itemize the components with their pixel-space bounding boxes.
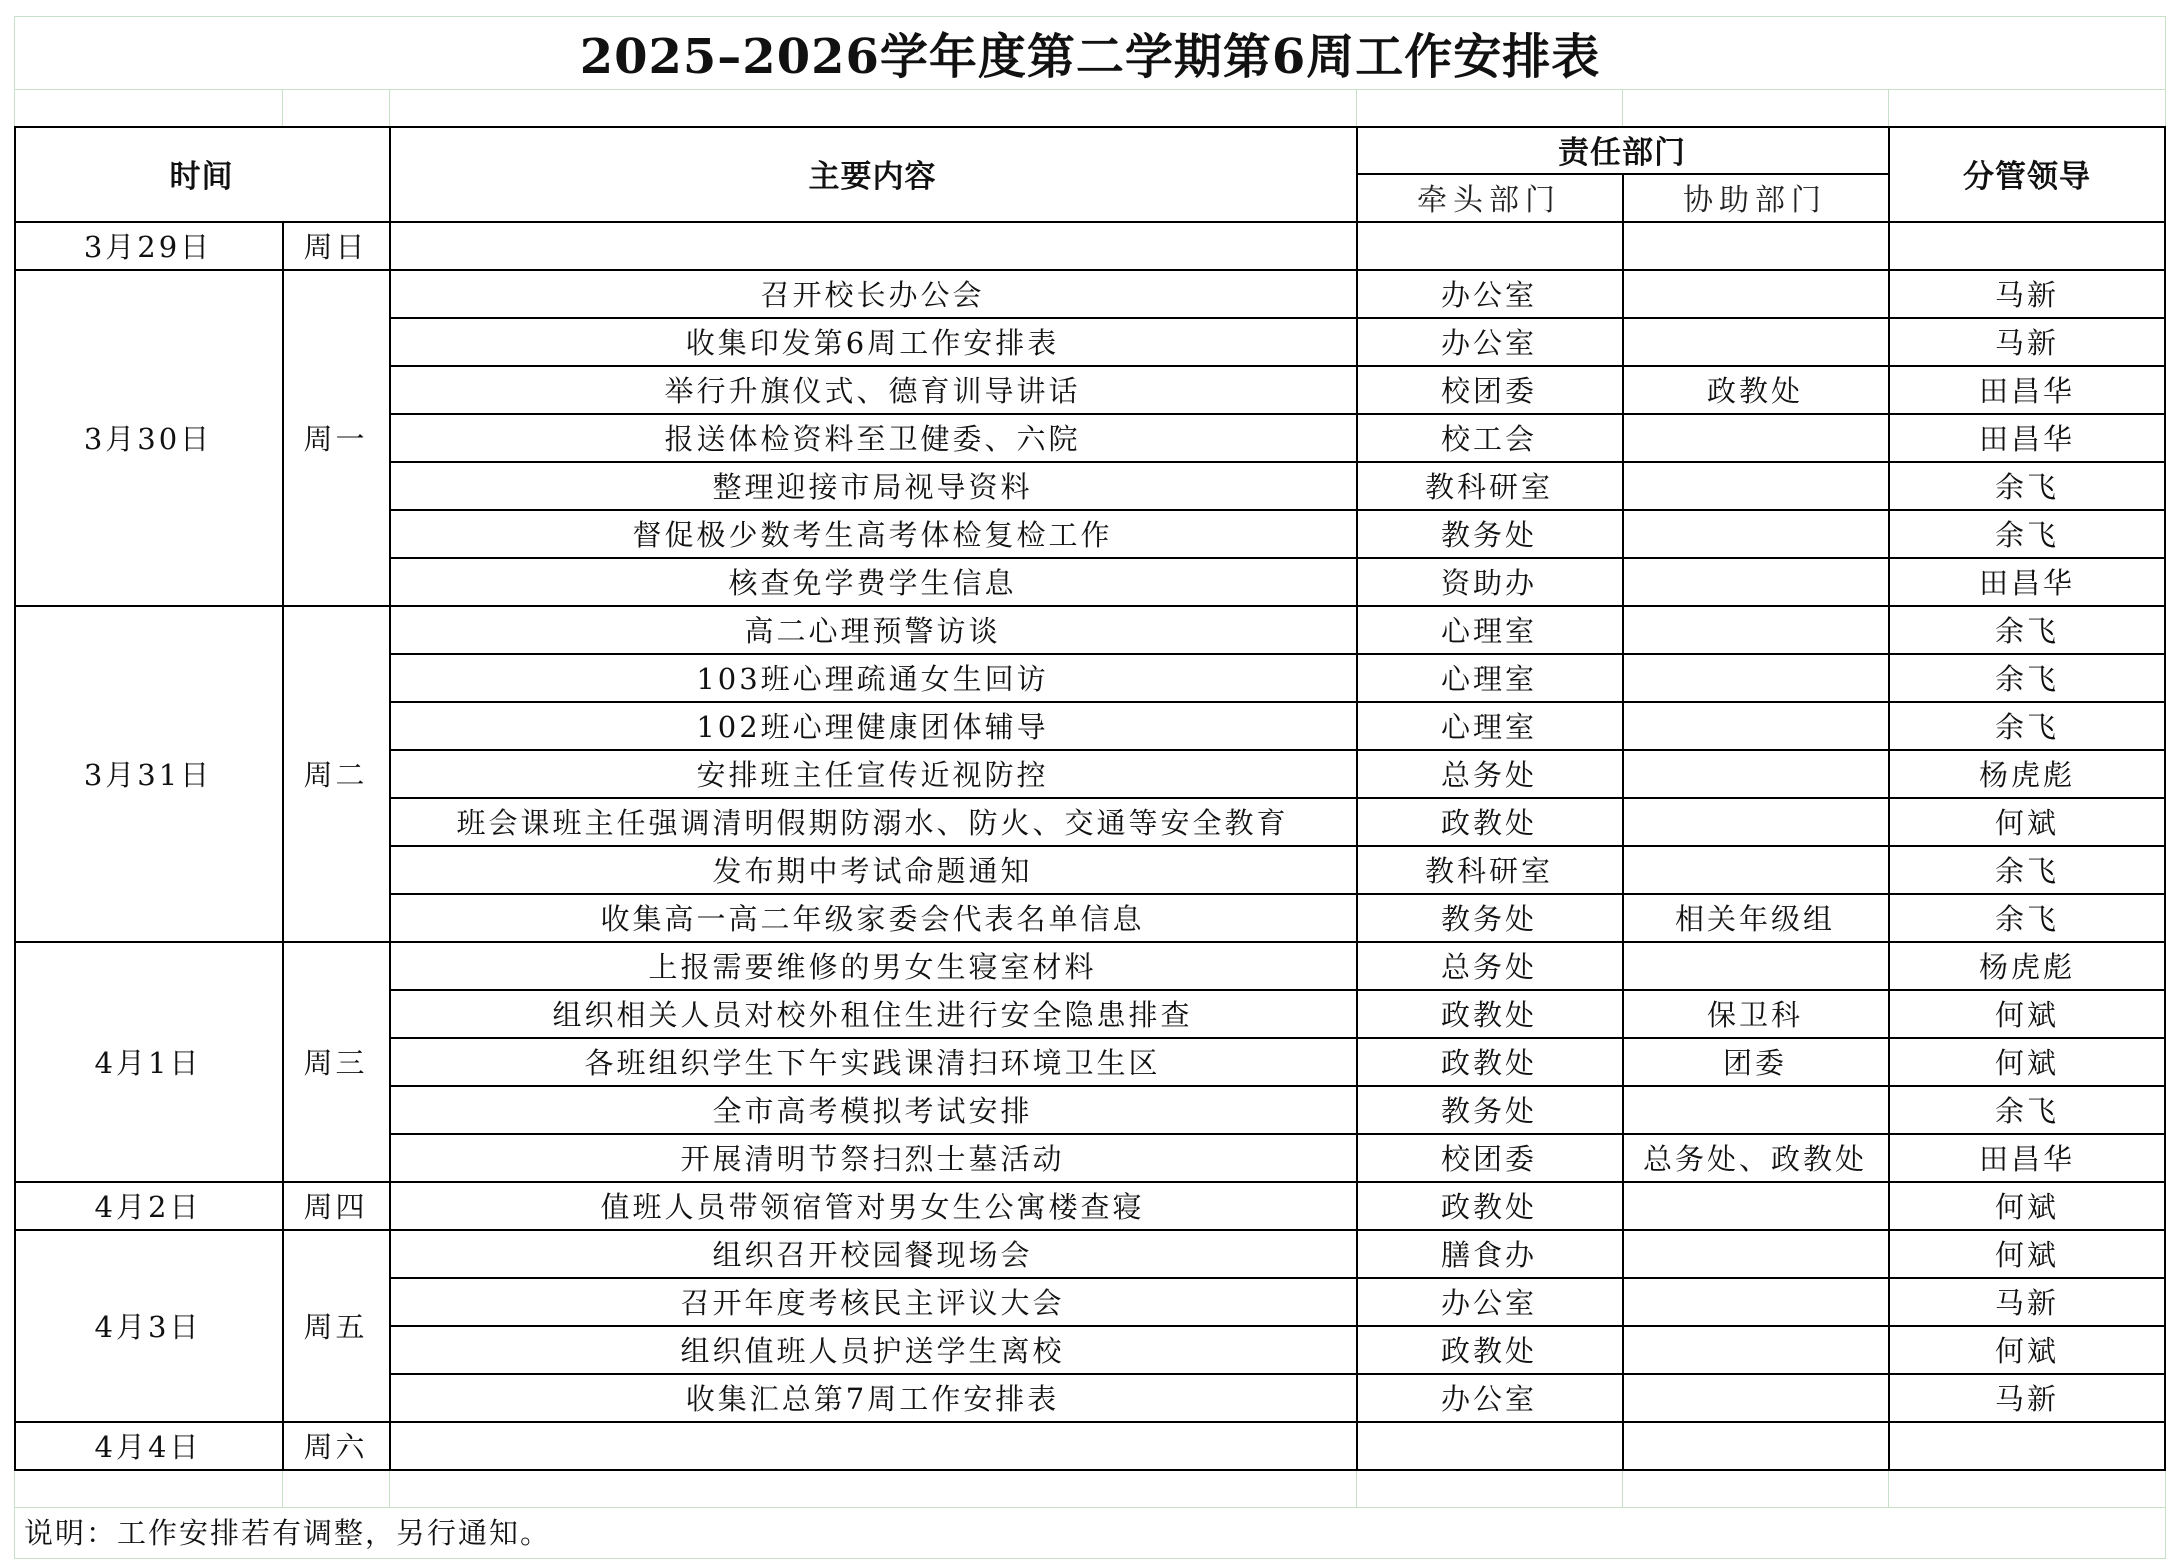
leader: 田昌华	[1978, 1141, 2075, 1176]
weekday-cell: 周日	[303, 229, 368, 264]
task-content: 督促极少数考生高考体检复检工作	[632, 517, 1113, 552]
table-border	[389, 1373, 2166, 1375]
header-leader: 分管领导	[1963, 159, 2091, 195]
weekday-cell: 周一	[303, 421, 368, 456]
leader: 何斌	[1994, 997, 2059, 1032]
table-border	[389, 1325, 2166, 1327]
table-border	[389, 1133, 2166, 1135]
task-content: 组织值班人员护送学生离校	[680, 1333, 1065, 1368]
grid-line	[389, 1469, 390, 1507]
grid-line	[282, 1469, 283, 1507]
lead-dept: 教科研室	[1424, 469, 1553, 504]
table-border	[14, 941, 2166, 943]
lead-dept: 办公室	[1440, 1285, 1537, 1320]
assist-dept: 相关年级组	[1674, 901, 1835, 936]
leader: 杨虎彪	[1978, 757, 2075, 792]
leader: 马新	[1994, 1285, 2059, 1320]
leader: 马新	[1994, 325, 2059, 360]
table-border	[14, 1229, 2166, 1231]
task-content: 整理迎接市局视导资料	[712, 469, 1033, 504]
leader	[1888, 221, 2166, 269]
lead-dept: 总务处	[1440, 949, 1537, 984]
task-content: 全市高考模拟考试安排	[712, 1093, 1033, 1128]
assist-dept	[1622, 797, 1888, 845]
leader: 余飞	[1994, 853, 2059, 888]
lead-dept: 办公室	[1440, 277, 1537, 312]
lead-dept: 政教处	[1440, 1045, 1537, 1080]
task-content	[389, 1421, 1356, 1469]
assist-dept	[1622, 1181, 1888, 1229]
date-cell: 4月3日	[94, 1309, 202, 1344]
table-border	[389, 1277, 2166, 1279]
task-content: 上报需要维修的男女生寝室材料	[648, 949, 1097, 984]
task-content: 核查免学费学生信息	[728, 565, 1017, 600]
table-border	[389, 1085, 2166, 1087]
leader: 田昌华	[1978, 565, 2075, 600]
lead-dept: 心理室	[1440, 709, 1537, 744]
leader: 余飞	[1994, 1093, 2059, 1128]
task-content: 组织召开校园餐现场会	[712, 1237, 1033, 1272]
leader: 马新	[1994, 277, 2059, 312]
grid-line	[1356, 89, 1357, 126]
table-border	[389, 845, 2166, 847]
lead-dept: 政教处	[1440, 1189, 1537, 1224]
table-border	[14, 269, 2166, 271]
sheet-title: 2025–2026学年度第二学期第6周工作安排表	[579, 29, 1601, 85]
assist-dept	[1622, 845, 1888, 893]
assist-dept	[1622, 557, 1888, 605]
header-responsible-dept: 责任部门	[1558, 135, 1686, 171]
task-content: 高二心理预警访谈	[744, 613, 1001, 648]
leader: 杨虎彪	[1978, 949, 2075, 984]
assist-dept	[1622, 221, 1888, 269]
assist-dept	[1622, 1421, 1888, 1469]
lead-dept: 政教处	[1440, 997, 1537, 1032]
table-border	[389, 989, 2166, 991]
weekday-cell: 周六	[303, 1429, 368, 1464]
task-content: 各班组织学生下午实践课清扫环境卫生区	[584, 1045, 1161, 1080]
grid-line	[1888, 1469, 1889, 1507]
leader: 余飞	[1994, 517, 2059, 552]
assist-dept	[1622, 1277, 1888, 1325]
grid-line	[282, 89, 283, 126]
lead-dept: 办公室	[1440, 1381, 1537, 1416]
task-content: 组织相关人员对校外租住生进行安全隐患排查	[552, 997, 1193, 1032]
leader: 余飞	[1994, 661, 2059, 696]
leader: 田昌华	[1978, 421, 2075, 456]
lead-dept: 心理室	[1440, 661, 1537, 696]
lead-dept: 资助办	[1440, 565, 1537, 600]
header-content: 主要内容	[808, 159, 937, 195]
leader: 田昌华	[1978, 373, 2075, 408]
table-border	[389, 317, 2166, 319]
table-border	[389, 893, 2166, 895]
assist-dept	[1622, 1229, 1888, 1277]
table-border	[389, 461, 2166, 463]
grid-line	[1622, 1469, 1623, 1507]
assist-dept	[1622, 509, 1888, 557]
weekday-cell: 周三	[303, 1045, 368, 1080]
table-border	[14, 126, 16, 1471]
task-content: 收集印发第6周工作安排表	[685, 325, 1060, 360]
task-content: 召开年度考核民主评议大会	[680, 1285, 1065, 1320]
grid-line	[1356, 1469, 1357, 1507]
leader: 余飞	[1994, 469, 2059, 504]
table-border	[14, 126, 2166, 128]
leader: 余飞	[1994, 709, 2059, 744]
table-border	[389, 653, 2166, 655]
lead-dept: 校工会	[1440, 421, 1537, 456]
leader: 何斌	[1994, 1237, 2059, 1272]
grid-line	[1888, 89, 1889, 126]
task-content: 发布期中考试命题通知	[712, 853, 1033, 888]
schedule-sheet	[14, 16, 2166, 1559]
table-border	[389, 1037, 2166, 1039]
leader: 马新	[1994, 1381, 2059, 1416]
lead-dept: 校团委	[1440, 373, 1537, 408]
lead-dept: 教科研室	[1424, 853, 1553, 888]
lead-dept: 膳食办	[1440, 1237, 1537, 1272]
assist-dept	[1622, 653, 1888, 701]
assist-dept	[1622, 1373, 1888, 1421]
table-border	[389, 701, 2166, 703]
assist-dept	[1622, 269, 1888, 317]
table-border	[1622, 173, 1624, 1469]
assist-dept	[1622, 1325, 1888, 1373]
lead-dept: 总务处	[1440, 757, 1537, 792]
footnote: 说明：工作安排若有调整，另行通知。	[24, 1515, 552, 1550]
table-border	[389, 365, 2166, 367]
date-cell: 3月29日	[83, 229, 213, 264]
date-cell: 3月30日	[83, 421, 213, 456]
lead-dept	[1356, 221, 1622, 269]
lead-dept	[1356, 1421, 1622, 1469]
task-content: 班会课班主任强调清明假期防溺水、防火、交通等安全教育	[456, 805, 1289, 840]
assist-dept	[1622, 749, 1888, 797]
task-content: 举行升旗仪式、德育训导讲话	[664, 373, 1081, 408]
weekday-cell: 周五	[303, 1309, 368, 1344]
grid-line	[389, 89, 390, 126]
lead-dept: 心理室	[1440, 613, 1537, 648]
task-content: 召开校长办公会	[760, 277, 985, 312]
table-border	[389, 509, 2166, 511]
lead-dept: 教务处	[1440, 517, 1537, 552]
lead-dept: 政教处	[1440, 1333, 1537, 1368]
assist-dept: 总务处、政教处	[1642, 1141, 1867, 1176]
weekday-cell: 周四	[303, 1189, 368, 1224]
table-border	[14, 605, 2166, 607]
lead-dept: 教务处	[1440, 901, 1537, 936]
header-lead-dept: 牵头部门	[1417, 183, 1561, 218]
assist-dept	[1622, 941, 1888, 989]
task-content: 开展清明节祭扫烈士墓活动	[680, 1141, 1065, 1176]
header-assist-dept: 协助部门	[1683, 183, 1827, 218]
assist-dept	[1622, 413, 1888, 461]
lead-dept: 教务处	[1440, 1093, 1537, 1128]
lead-dept: 政教处	[1440, 805, 1537, 840]
table-border	[389, 797, 2166, 799]
assist-dept: 团委	[1722, 1045, 1787, 1080]
task-content	[389, 221, 1356, 269]
date-cell: 4月1日	[94, 1045, 202, 1080]
task-content: 安排班主任宣传近视防控	[696, 757, 1049, 792]
assist-dept	[1622, 461, 1888, 509]
leader: 何斌	[1994, 805, 2059, 840]
lead-dept: 校团委	[1440, 1141, 1537, 1176]
grid-line	[14, 1558, 2166, 1559]
leader: 余飞	[1994, 613, 2059, 648]
task-content: 102班心理健康团体辅导	[696, 709, 1049, 744]
assist-dept: 保卫科	[1706, 997, 1803, 1032]
assist-dept: 政教处	[1706, 373, 1803, 408]
task-content: 收集高一高二年级家委会代表名单信息	[600, 901, 1145, 936]
task-content: 报送体检资料至卫健委、六院	[664, 421, 1081, 456]
assist-dept	[1622, 701, 1888, 749]
leader: 何斌	[1994, 1045, 2059, 1080]
table-border	[14, 1469, 2166, 1471]
task-content: 103班心理疏通女生回访	[696, 661, 1049, 696]
date-cell: 4月2日	[94, 1189, 202, 1224]
header-time: 时间	[169, 159, 234, 195]
table-border	[14, 1181, 2166, 1183]
leader	[1888, 1421, 2166, 1469]
grid-line	[14, 16, 2166, 17]
table-border	[14, 221, 2166, 223]
table-border	[389, 413, 2166, 415]
grid-line	[1622, 89, 1623, 126]
table-border	[389, 749, 2166, 751]
table-border	[389, 557, 2166, 559]
task-content: 值班人员带领宿管对男女生公寓楼查寝	[600, 1189, 1145, 1224]
date-cell: 3月31日	[83, 757, 213, 792]
leader: 何斌	[1994, 1333, 2059, 1368]
task-content: 收集汇总第7周工作安排表	[685, 1381, 1060, 1416]
assist-dept	[1622, 317, 1888, 365]
leader: 余飞	[1994, 901, 2059, 936]
leader: 何斌	[1994, 1189, 2059, 1224]
assist-dept	[1622, 605, 1888, 653]
grid-line	[14, 1507, 2166, 1508]
assist-dept	[1622, 1085, 1888, 1133]
date-cell: 4月4日	[94, 1429, 202, 1464]
weekday-cell: 周二	[303, 757, 368, 792]
table-border	[282, 221, 284, 1469]
grid-line	[14, 89, 2166, 90]
lead-dept: 办公室	[1440, 325, 1537, 360]
table-border	[14, 1421, 2166, 1423]
